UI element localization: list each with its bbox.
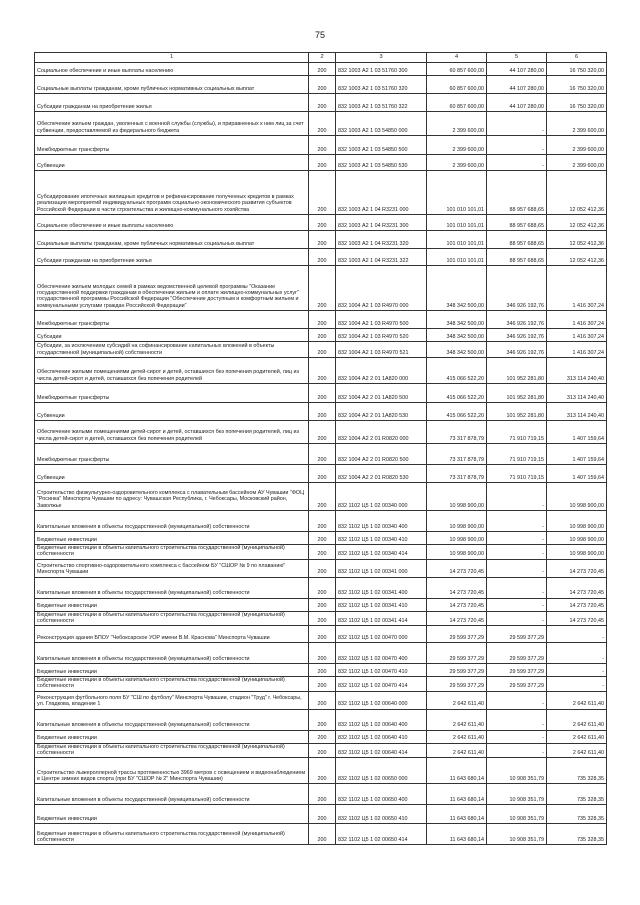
executed-amount: 101 952 281,80: [487, 384, 547, 403]
executed-amount: 346 926 192,76: [487, 311, 547, 329]
budget-classification-code: 832 1003 А2 1 03 51760 322: [336, 94, 427, 112]
executed-amount: -: [487, 691, 547, 709]
executed-amount: -: [487, 511, 547, 532]
column-number-row: [35, 53, 607, 63]
unexecuted-amount: 10 998 900,00: [547, 545, 607, 560]
unexecuted-amount: 1 407 159,64: [547, 465, 607, 483]
unexecuted-amount: 14 273 720,45: [547, 598, 607, 611]
unexecuted-amount: 10 998 900,00: [547, 532, 607, 545]
table-row: [35, 532, 607, 545]
unexecuted-amount: 10 998 900,00: [547, 483, 607, 511]
approved-amount: 14 273 720,45: [427, 598, 487, 611]
table-row: [35, 691, 607, 709]
budget-classification-code: 832 1004 А2 2 01 1А820 000: [336, 358, 427, 384]
executed-amount: -: [487, 611, 547, 626]
executed-amount: 44 107 280,00: [487, 63, 547, 76]
table-row: [35, 171, 607, 215]
line-name: Межбюджетные трансферты: [35, 136, 309, 155]
approved-amount: 60 857 600,00: [427, 94, 487, 112]
approved-amount: 348 342 500,00: [427, 342, 487, 358]
approved-amount: 101 010 101,01: [427, 249, 487, 266]
unexecuted-amount: -: [547, 664, 607, 677]
unexecuted-amount: 2 399 600,00: [547, 112, 607, 136]
executed-amount: -: [487, 136, 547, 155]
line-name: Бюджетные инвестиции в объекты капитального строительства государственной (муниципальной) собственности: [35, 743, 309, 758]
line-code: 200: [309, 249, 336, 266]
table-row: [35, 743, 607, 758]
unexecuted-amount: 14 273 720,45: [547, 611, 607, 626]
line-name: Межбюджетные трансферты: [35, 384, 309, 403]
executed-amount: 29 599 377,29: [487, 643, 547, 664]
line-code: 200: [309, 730, 336, 743]
table-row: [35, 824, 607, 845]
line-name: Бюджетные инвестиции: [35, 805, 309, 824]
unexecuted-amount: 2 399 600,00: [547, 155, 607, 171]
line-code: 200: [309, 743, 336, 758]
unexecuted-amount: 2 642 611,40: [547, 709, 607, 730]
budget-classification-code: 832 1003 А2 1 03 54850 500: [336, 136, 427, 155]
table-row: [35, 598, 607, 611]
line-code: 200: [309, 76, 336, 94]
executed-amount: 88 957 688,65: [487, 171, 547, 215]
executed-amount: -: [487, 483, 547, 511]
budget-classification-code: 832 1102 Ц5 1 02 00650 400: [336, 784, 427, 805]
table-row: [35, 329, 607, 342]
approved-amount: 60 857 600,00: [427, 76, 487, 94]
line-name: Бюджетные инвестиции: [35, 664, 309, 677]
line-code: 200: [309, 577, 336, 598]
line-name: Субсидирование ипотечных жилищных кредитов и рефинансирование полученных кредитов в рамках реализации мероприятий индивидуальных программ социально-экономического развития субъектов Российской Федерации в части строительства и жилищно-коммунального хозяйства: [35, 171, 309, 215]
column-header-4: 4: [427, 53, 487, 63]
executed-amount: 101 952 281,80: [487, 358, 547, 384]
executed-amount: 71 910 719,15: [487, 465, 547, 483]
table-row: [35, 342, 607, 358]
table-row: [35, 758, 607, 784]
line-name: Бюджетные инвестиции: [35, 730, 309, 743]
approved-amount: 348 342 500,00: [427, 329, 487, 342]
line-name: Бюджетные инвестиции: [35, 598, 309, 611]
approved-amount: 2 642 611,40: [427, 743, 487, 758]
line-code: 200: [309, 532, 336, 545]
unexecuted-amount: 1 416 307,24: [547, 311, 607, 329]
line-code: 200: [309, 112, 336, 136]
budget-classification-code: 832 1003 А2 1 03 51760 320: [336, 76, 427, 94]
line-name: Строительство спортивно-оздоровительного комплекса с бассейном БУ "СШОР № 9 по плаванию" Минспорта Чувашии: [35, 559, 309, 577]
table-row: [35, 626, 607, 643]
budget-classification-code: 832 1003 А2 1 03 51760 300: [336, 63, 427, 76]
line-name: Субсидии: [35, 329, 309, 342]
table-row: [35, 643, 607, 664]
line-code: 200: [309, 342, 336, 358]
unexecuted-amount: 12 052 412,36: [547, 231, 607, 249]
executed-amount: 44 107 280,00: [487, 94, 547, 112]
executed-amount: 71 910 719,15: [487, 421, 547, 444]
approved-amount: 101 010 101,01: [427, 231, 487, 249]
line-name: Капитальные вложения в объекты государственной (муниципальной) собственности: [35, 709, 309, 730]
budget-classification-code: 832 1004 А2 2 01 1А820 500: [336, 384, 427, 403]
line-code: 200: [309, 266, 336, 311]
budget-classification-code: 832 1003 А2 1 04 R3231 300: [336, 215, 427, 231]
unexecuted-amount: 2 642 611,40: [547, 743, 607, 758]
executed-amount: 88 957 688,65: [487, 249, 547, 266]
executed-amount: 346 926 192,76: [487, 342, 547, 358]
line-code: 200: [309, 483, 336, 511]
unexecuted-amount: 14 273 720,45: [547, 577, 607, 598]
unexecuted-amount: 1 407 159,64: [547, 444, 607, 465]
page-number: 75: [314, 30, 325, 40]
budget-classification-code: 832 1102 Ц5 1 02 00470 000: [336, 626, 427, 643]
budget-classification-code: 832 1102 Ц5 1 02 00340 400: [336, 511, 427, 532]
approved-amount: 2 642 611,40: [427, 709, 487, 730]
table-row: [35, 155, 607, 171]
line-name: Субвенции: [35, 155, 309, 171]
unexecuted-amount: 1 416 307,24: [547, 266, 607, 311]
line-code: 200: [309, 444, 336, 465]
line-name: Социальное обеспечение и иные выплаты населению: [35, 63, 309, 76]
line-code: 200: [309, 63, 336, 76]
line-name: Капитальные вложения в объекты государственной (муниципальной) собственности: [35, 643, 309, 664]
executed-amount: 101 952 281,80: [487, 403, 547, 421]
table-row: [35, 577, 607, 598]
budget-classification-code: 832 1102 Ц5 1 02 00341 400: [336, 577, 427, 598]
executed-amount: -: [487, 730, 547, 743]
line-name: Социальные выплаты гражданам, кроме публичных нормативных социальных выплат: [35, 76, 309, 94]
executed-amount: 29 599 377,29: [487, 664, 547, 677]
approved-amount: 415 066 522,20: [427, 403, 487, 421]
approved-amount: 2 642 611,40: [427, 730, 487, 743]
unexecuted-amount: 735 328,35: [547, 805, 607, 824]
table-row: [35, 465, 607, 483]
line-name: Обеспечение жилыми помещениями детей-сирот и детей, оставшихся без попечения родителей, лиц из числа детей-сирот и детей, оставшихся без попечения родителей: [35, 421, 309, 444]
line-name: Субсидии гражданам на приобретение жилья: [35, 249, 309, 266]
executed-amount: 44 107 280,00: [487, 76, 547, 94]
table-row: [35, 784, 607, 805]
table-row: [35, 384, 607, 403]
line-code: 200: [309, 545, 336, 560]
line-code: 200: [309, 94, 336, 112]
budget-classification-code: 832 1102 Ц5 1 02 00470 414: [336, 677, 427, 692]
line-code: 200: [309, 231, 336, 249]
executed-amount: -: [487, 559, 547, 577]
approved-amount: 348 342 500,00: [427, 266, 487, 311]
executed-amount: -: [487, 532, 547, 545]
budget-classification-code: 832 1004 А2 1 03 R4970 520: [336, 329, 427, 342]
table-body: [35, 63, 607, 845]
table-row: [35, 249, 607, 266]
executed-amount: 71 910 719,15: [487, 444, 547, 465]
line-code: 200: [309, 598, 336, 611]
budget-classification-code: 832 1004 А2 1 03 R4970 521: [336, 342, 427, 358]
line-code: 200: [309, 136, 336, 155]
unexecuted-amount: 2 399 600,00: [547, 136, 607, 155]
table-row: [35, 358, 607, 384]
line-code: 200: [309, 664, 336, 677]
approved-amount: 10 998 900,00: [427, 483, 487, 511]
line-code: 200: [309, 329, 336, 342]
budget-classification-code: 832 1102 Ц5 1 02 00640 410: [336, 730, 427, 743]
table-row: [35, 421, 607, 444]
table-row: [35, 664, 607, 677]
table-row: [35, 136, 607, 155]
approved-amount: 73 317 878,79: [427, 465, 487, 483]
line-code: 200: [309, 403, 336, 421]
budget-classification-code: 832 1004 А2 2 01 R0820 000: [336, 421, 427, 444]
line-name: Капитальные вложения в объекты государственной (муниципальной) собственности: [35, 511, 309, 532]
approved-amount: 101 010 101,01: [427, 171, 487, 215]
line-name: Бюджетные инвестиции в объекты капитального строительства государственной (муниципальной) собственности: [35, 545, 309, 560]
executed-amount: -: [487, 743, 547, 758]
unexecuted-amount: -: [547, 643, 607, 664]
budget-classification-code: 832 1003 А2 1 04 R3231 000: [336, 171, 427, 215]
line-code: 200: [309, 384, 336, 403]
line-name: Социальное обеспечение и иные выплаты населению: [35, 215, 309, 231]
approved-amount: 29 599 377,29: [427, 643, 487, 664]
line-name: Капитальные вложения в объекты государственной (муниципальной) собственности: [35, 784, 309, 805]
approved-amount: 10 998 900,00: [427, 532, 487, 545]
line-code: 200: [309, 465, 336, 483]
line-name: Субвенции: [35, 403, 309, 421]
line-name: Обеспечение жильем молодых семей в рамках ведомственной целевой программы "Оказание государственной поддержки гражданам в обеспечении жильем и оплате жилищно-коммунальных услуг" государственной программы Российской Федерации "Обеспечение доступным и комфортным жильем и коммунальными услугами граждан Российской Федерации": [35, 266, 309, 311]
executed-amount: 29 599 377,29: [487, 677, 547, 692]
budget-classification-code: 832 1003 А2 1 03 54850 530: [336, 155, 427, 171]
approved-amount: 11 643 680,14: [427, 805, 487, 824]
line-code: 200: [309, 511, 336, 532]
approved-amount: 415 066 522,20: [427, 358, 487, 384]
budget-classification-code: 832 1102 Ц5 1 02 00640 400: [336, 709, 427, 730]
line-code: 200: [309, 784, 336, 805]
line-code: 200: [309, 626, 336, 643]
line-code: 200: [309, 155, 336, 171]
line-name: Реконструкция футбольного поля БУ "СШ по футболу" Минспорта Чувашии, стадион "Труд" г. Чебоксары, ул. Гладкова, владение 1: [35, 691, 309, 709]
approved-amount: 14 273 720,45: [427, 577, 487, 598]
table-row: [35, 266, 607, 311]
budget-classification-code: 832 1102 Ц5 1 02 00650 410: [336, 805, 427, 824]
line-name: Бюджетные инвестиции в объекты капитального строительства государственной (муниципальной) собственности: [35, 824, 309, 845]
table-row: [35, 94, 607, 112]
executed-amount: 10 908 351,79: [487, 824, 547, 845]
line-code: 200: [309, 215, 336, 231]
unexecuted-amount: -: [547, 677, 607, 692]
line-name: Реконструкция здания БПОУ "Чебоксарское УОР имени В.М. Краснова" Минспорта Чувашии: [35, 626, 309, 643]
executed-amount: -: [487, 112, 547, 136]
unexecuted-amount: 1 416 307,24: [547, 329, 607, 342]
line-name: Межбюджетные трансферты: [35, 311, 309, 329]
table-row: [35, 76, 607, 94]
approved-amount: 29 599 377,29: [427, 677, 487, 692]
budget-classification-code: 832 1102 Ц5 1 02 00470 410: [336, 664, 427, 677]
unexecuted-amount: 16 750 320,00: [547, 94, 607, 112]
unexecuted-amount: -: [547, 626, 607, 643]
unexecuted-amount: 12 052 412,36: [547, 171, 607, 215]
unexecuted-amount: 313 114 240,40: [547, 403, 607, 421]
unexecuted-amount: 16 750 320,00: [547, 63, 607, 76]
table-row: [35, 403, 607, 421]
unexecuted-amount: 12 052 412,36: [547, 215, 607, 231]
table-row: [35, 559, 607, 577]
budget-classification-code: 832 1102 Ц5 1 02 00341 000: [336, 559, 427, 577]
executed-amount: -: [487, 577, 547, 598]
budget-classification-code: 832 1003 А2 1 04 R3231 322: [336, 249, 427, 266]
executed-amount: -: [487, 545, 547, 560]
approved-amount: 11 643 680,14: [427, 758, 487, 784]
approved-amount: 11 643 680,14: [427, 824, 487, 845]
unexecuted-amount: 735 328,35: [547, 784, 607, 805]
approved-amount: 73 317 878,79: [427, 421, 487, 444]
table-row: [35, 511, 607, 532]
budget-classification-code: 832 1102 Ц5 1 02 00340 000: [336, 483, 427, 511]
approved-amount: 10 998 900,00: [427, 511, 487, 532]
budget-execution-table: [34, 52, 607, 845]
executed-amount: -: [487, 709, 547, 730]
budget-classification-code: 832 1102 Ц5 1 02 00640 414: [336, 743, 427, 758]
approved-amount: 101 010 101,01: [427, 215, 487, 231]
table-row: [35, 231, 607, 249]
table-row: [35, 805, 607, 824]
budget-classification-code: 832 1102 Ц5 1 02 00340 410: [336, 532, 427, 545]
table-row: [35, 215, 607, 231]
approved-amount: 10 998 900,00: [427, 545, 487, 560]
line-name: Строительство лыжероллерной трассы протяженностью 3969 метров с освещением и видеонаблюдением в Центре зимних видов спорта (при БУ "СШОР № 2" Минспорта Чувашии): [35, 758, 309, 784]
unexecuted-amount: 2 642 611,40: [547, 691, 607, 709]
budget-classification-code: 832 1004 А2 2 01 R0820 500: [336, 444, 427, 465]
executed-amount: -: [487, 155, 547, 171]
column-header-6: 6: [547, 53, 607, 63]
unexecuted-amount: 12 052 412,36: [547, 249, 607, 266]
line-code: 200: [309, 758, 336, 784]
column-header-3: 3: [336, 53, 427, 63]
approved-amount: 2 399 600,00: [427, 136, 487, 155]
executed-amount: 10 908 351,79: [487, 805, 547, 824]
budget-classification-code: 832 1004 А2 1 03 R4970 500: [336, 311, 427, 329]
approved-amount: 11 643 680,14: [427, 784, 487, 805]
unexecuted-amount: 1 407 159,64: [547, 421, 607, 444]
executed-amount: 29 599 377,29: [487, 626, 547, 643]
line-name: Субсидии гражданам на приобретение жилья: [35, 94, 309, 112]
column-header-5: 5: [487, 53, 547, 63]
executed-amount: 88 957 688,65: [487, 215, 547, 231]
approved-amount: 29 599 377,29: [427, 664, 487, 677]
table-row: [35, 311, 607, 329]
budget-classification-code: 832 1004 А2 1 03 R4970 000: [336, 266, 427, 311]
unexecuted-amount: 1 416 307,24: [547, 342, 607, 358]
budget-classification-code: 832 1102 Ц5 1 02 00341 414: [336, 611, 427, 626]
table-row: [35, 483, 607, 511]
approved-amount: 2 642 611,40: [427, 691, 487, 709]
executed-amount: -: [487, 598, 547, 611]
line-code: 200: [309, 559, 336, 577]
budget-classification-code: 832 1003 А2 1 03 54850 000: [336, 112, 427, 136]
line-name: Строительство физкультурно-оздоровительного комплекса с плавательным бассейном АУ Чувашии "ФОЦ "Росинка" Минспорта Чувашии по адресу: Чувашская Республика, г. Чебоксары, Московский район, Заволжье: [35, 483, 309, 511]
table-row: [35, 730, 607, 743]
line-code: 200: [309, 171, 336, 215]
approved-amount: 2 399 600,00: [427, 155, 487, 171]
line-name: Субвенции: [35, 465, 309, 483]
line-name: Обеспечение жилыми помещениями детей-сирот и детей, оставшихся без попечения родителей, лиц из числа детей-сирот и детей, оставшихся без попечения родителей: [35, 358, 309, 384]
table-row: [35, 444, 607, 465]
line-name: Бюджетные инвестиции в объекты капитального строительства государственной (муниципальной) собственности: [35, 611, 309, 626]
table-row: [35, 545, 607, 560]
column-header-1: 1: [35, 53, 309, 63]
table-row: [35, 677, 607, 692]
table-row: [35, 709, 607, 730]
line-code: 200: [309, 677, 336, 692]
executed-amount: 10 908 351,79: [487, 758, 547, 784]
line-name: Бюджетные инвестиции: [35, 532, 309, 545]
budget-classification-code: 832 1102 Ц5 1 02 00470 400: [336, 643, 427, 664]
unexecuted-amount: 14 273 720,45: [547, 559, 607, 577]
line-code: 200: [309, 643, 336, 664]
line-code: 200: [309, 691, 336, 709]
line-code: 200: [309, 805, 336, 824]
line-name: Бюджетные инвестиции в объекты капитального строительства государственной (муниципальной) собственности: [35, 677, 309, 692]
budget-classification-code: 832 1102 Ц5 1 02 00650 414: [336, 824, 427, 845]
approved-amount: 348 342 500,00: [427, 311, 487, 329]
approved-amount: 60 857 600,00: [427, 63, 487, 76]
unexecuted-amount: 735 328,35: [547, 758, 607, 784]
budget-classification-code: 832 1102 Ц5 1 02 00640 000: [336, 691, 427, 709]
line-code: 200: [309, 311, 336, 329]
approved-amount: 73 317 878,79: [427, 444, 487, 465]
budget-classification-code: 832 1102 Ц5 1 02 00341 410: [336, 598, 427, 611]
line-code: 200: [309, 421, 336, 444]
budget-classification-code: 832 1004 А2 2 01 1А820 530: [336, 403, 427, 421]
line-code: 200: [309, 824, 336, 845]
approved-amount: 14 273 720,45: [427, 611, 487, 626]
unexecuted-amount: 735 328,35: [547, 824, 607, 845]
unexecuted-amount: 313 114 240,40: [547, 358, 607, 384]
approved-amount: 415 066 522,20: [427, 384, 487, 403]
line-code: 200: [309, 611, 336, 626]
budget-classification-code: 832 1102 Ц5 1 02 00650 000: [336, 758, 427, 784]
unexecuted-amount: 313 114 240,40: [547, 384, 607, 403]
unexecuted-amount: 2 642 611,40: [547, 730, 607, 743]
executed-amount: 88 957 688,65: [487, 231, 547, 249]
line-name: Капитальные вложения в объекты государственной (муниципальной) собственности: [35, 577, 309, 598]
line-name: Социальные выплаты гражданам, кроме публичных нормативных социальных выплат: [35, 231, 309, 249]
executed-amount: 10 908 351,79: [487, 784, 547, 805]
executed-amount: 346 926 192,76: [487, 329, 547, 342]
line-code: 200: [309, 358, 336, 384]
unexecuted-amount: 10 998 900,00: [547, 511, 607, 532]
budget-classification-code: 832 1004 А2 2 01 R0820 530: [336, 465, 427, 483]
approved-amount: 2 399 600,00: [427, 112, 487, 136]
line-name: Субсидии, за исключением субсидий на софинансирование капитальных вложений в объекты государственной (муниципальной) собственности: [35, 342, 309, 358]
line-code: 200: [309, 709, 336, 730]
budget-classification-code: 832 1003 А2 1 04 R3231 320: [336, 231, 427, 249]
budget-classification-code: 832 1102 Ц5 1 02 00340 414: [336, 545, 427, 560]
table-row: [35, 112, 607, 136]
approved-amount: 29 599 377,29: [427, 626, 487, 643]
table-row: [35, 63, 607, 76]
executed-amount: 346 926 192,76: [487, 266, 547, 311]
table-row: [35, 611, 607, 626]
line-name: Межбюджетные трансферты: [35, 444, 309, 465]
approved-amount: 14 273 720,45: [427, 559, 487, 577]
unexecuted-amount: 16 750 320,00: [547, 76, 607, 94]
line-name: Обеспечение жильем граждан, уволенных с военной службы (службы), и приравненных к ним лиц за счет субвенции, предоставляемой из федерального бюджета: [35, 112, 309, 136]
column-header-2: 2: [309, 53, 336, 63]
